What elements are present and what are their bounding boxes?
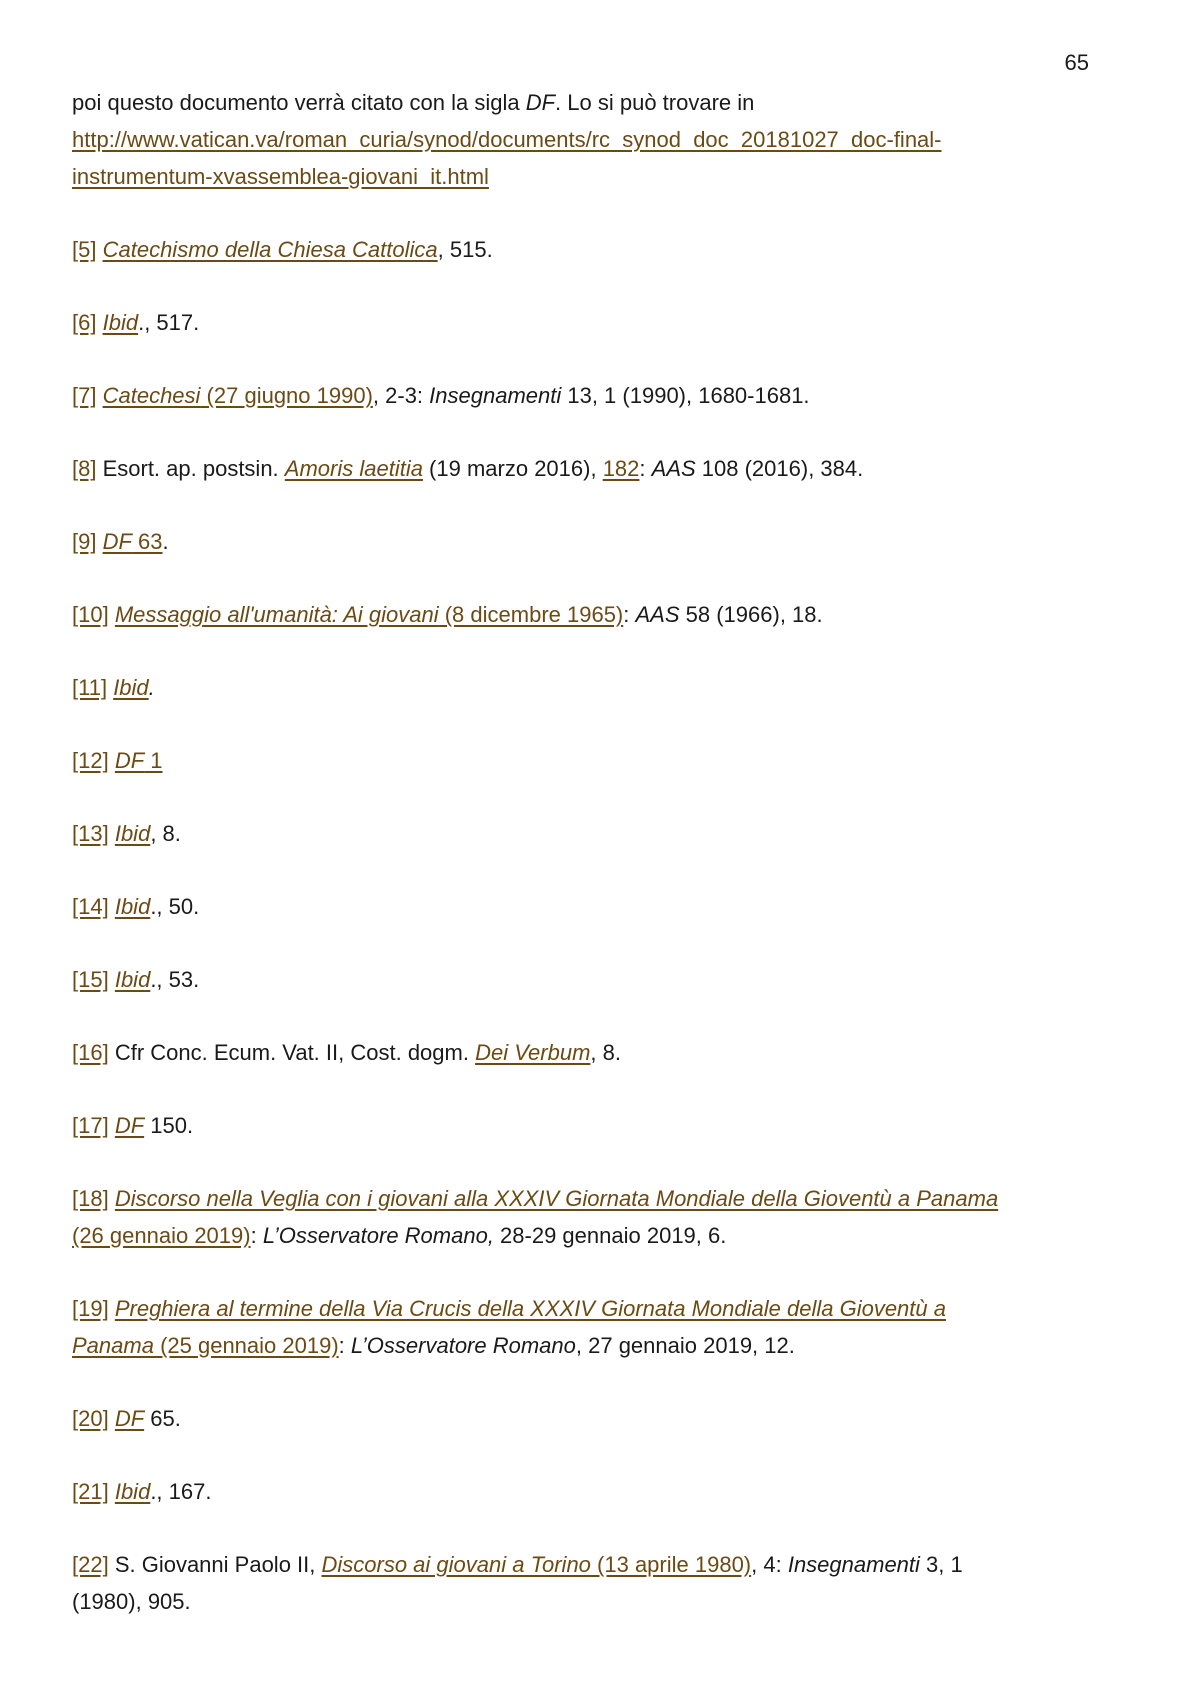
source-link[interactable]: DF	[114, 1406, 145, 1431]
intro-text: poi questo documento verrà citato con la sigla	[72, 90, 526, 115]
source-link[interactable]: DF 1	[114, 748, 163, 773]
source-link[interactable]: Ibid	[114, 894, 151, 919]
footnote-ref[interactable]: [13]	[72, 821, 109, 846]
source-link[interactable]: Discorso ai giovani a Torino (13 aprile 1980)	[321, 1552, 752, 1577]
footnote-17: [17] DF 150.	[72, 1113, 194, 1138]
footnotes	[72, 84, 1112, 1656]
footnote-ref[interactable]: [21]	[72, 1479, 109, 1504]
intro-text-after: . Lo si può trovare in	[555, 90, 755, 115]
sigla: DF	[525, 90, 556, 115]
footnote-ref[interactable]: [5]	[72, 237, 97, 262]
footnote-ref[interactable]: [6]	[72, 310, 97, 335]
footnote-22: [22] S. Giovanni Paolo II, Discorso ai giovani a Torino (13 aprile 1980), 4: Insegnamenti 3, 1 (1980), 905.	[72, 1552, 963, 1614]
footnote-ref[interactable]: [19]	[72, 1296, 109, 1321]
source-link[interactable]: Messaggio all'umanità: Ai giovani (8 dicembre 1965)	[114, 602, 624, 627]
footnote-ref[interactable]: [8]	[72, 456, 97, 481]
source-link[interactable]: Ibid	[114, 1479, 151, 1504]
footnote-ref[interactable]: [20]	[72, 1406, 109, 1431]
footnote-16: [16] Cfr Conc. Ecum. Vat. II, Cost. dogm. Dei Verbum, 8.	[72, 1040, 621, 1065]
footnote-ref[interactable]: [9]	[72, 529, 97, 554]
footnote-14: [14] Ibid., 50.	[72, 894, 200, 919]
intro-note	[72, 84, 1112, 195]
footnote-8: [8] Esort. ap. postsin. Amoris laetitia (19 marzo 2016), 182: AAS 108 (2016), 384.	[72, 456, 864, 481]
footnote-ref[interactable]: [22]	[72, 1552, 109, 1577]
source-link[interactable]: Catechesi (27 giugno 1990)	[102, 383, 373, 408]
footnote-ref[interactable]: [10]	[72, 602, 109, 627]
footnote-21: [21] Ibid., 167.	[72, 1479, 212, 1504]
paragraph-link[interactable]: 182	[602, 456, 640, 481]
footnote-ref[interactable]: [7]	[72, 383, 97, 408]
footnote-ref[interactable]: [12]	[72, 748, 109, 773]
footnote-20: [20] DF 65.	[72, 1406, 181, 1431]
footnote-9: [9] DF 63.	[72, 529, 169, 554]
page-number: 65	[1064, 50, 1089, 75]
footnote-12	[72, 742, 1112, 779]
footnote-19: [19] Preghiera al termine della Via Crucis della XXXIV Giornata Mondiale della Gioventù a Panama (25 gennaio 2019): L’Osservatore Romano, 27 gennaio 2019, 12.	[72, 1296, 946, 1358]
footnote-13: [13] Ibid, 8.	[72, 821, 181, 846]
source-link[interactable]: Discorso nella Veglia con i giovani alla XXXIV Giornata Mondiale della Gioventù a Panama (26 gennaio 2019)	[72, 1186, 999, 1248]
footnote-6: [6] Ibid., 517.	[72, 310, 200, 335]
source-link[interactable]: Ibid	[114, 821, 151, 846]
footnote-ref[interactable]: [15]	[72, 967, 109, 992]
source-link[interactable]: DF 63	[102, 529, 163, 554]
source-link[interactable]: Ibid	[102, 310, 139, 335]
footnote-15: [15] Ibid., 53.	[72, 967, 200, 992]
source-link[interactable]: DF	[114, 1113, 145, 1138]
final-document-link[interactable]: http://www.vatican.va/roman_curia/synod/documents/rc_synod_doc_20181027_doc-final- instrumentum-xvassemblea-giovani_it.html	[72, 127, 942, 189]
source-link[interactable]: Catechismo della Chiesa Cattolica	[102, 237, 438, 262]
source-link[interactable]: Ibid	[113, 675, 149, 700]
source-link[interactable]: Dei Verbum	[475, 1040, 591, 1065]
footnote-ref[interactable]: [18]	[72, 1186, 109, 1211]
footnote-ref[interactable]: [14]	[72, 894, 109, 919]
footnote-18: [18] Discorso nella Veglia con i giovani alla XXXIV Giornata Mondiale della Gioventù a Panama (26 gennaio 2019): L’Osservatore Romano, 28-29 gennaio 2019, 6.	[72, 1186, 999, 1248]
footnote-ref[interactable]: [11]	[72, 675, 108, 700]
source-link[interactable]: Ibid	[114, 967, 151, 992]
source-link[interactable]: Preghiera al termine della Via Crucis della XXXIV Giornata Mondiale della Gioventù a Panama (25 gennaio 2019)	[72, 1296, 946, 1358]
footnote-7: [7] Catechesi (27 giugno 1990), 2-3: Insegnamenti 13, 1 (1990), 1680-1681.	[72, 383, 810, 408]
footnote-5: [5] Catechismo della Chiesa Cattolica, 515.	[72, 237, 493, 262]
footnote-ref[interactable]: [17]	[72, 1113, 109, 1138]
footnote-11: [11] Ibid.	[72, 675, 155, 700]
footnote-ref[interactable]: [16]	[72, 1040, 109, 1065]
footnote-10: [10] Messaggio all'umanità: Ai giovani (8 dicembre 1965): AAS 58 (1966), 18.	[72, 602, 823, 627]
source-link[interactable]: Amoris laetitia	[284, 456, 423, 481]
